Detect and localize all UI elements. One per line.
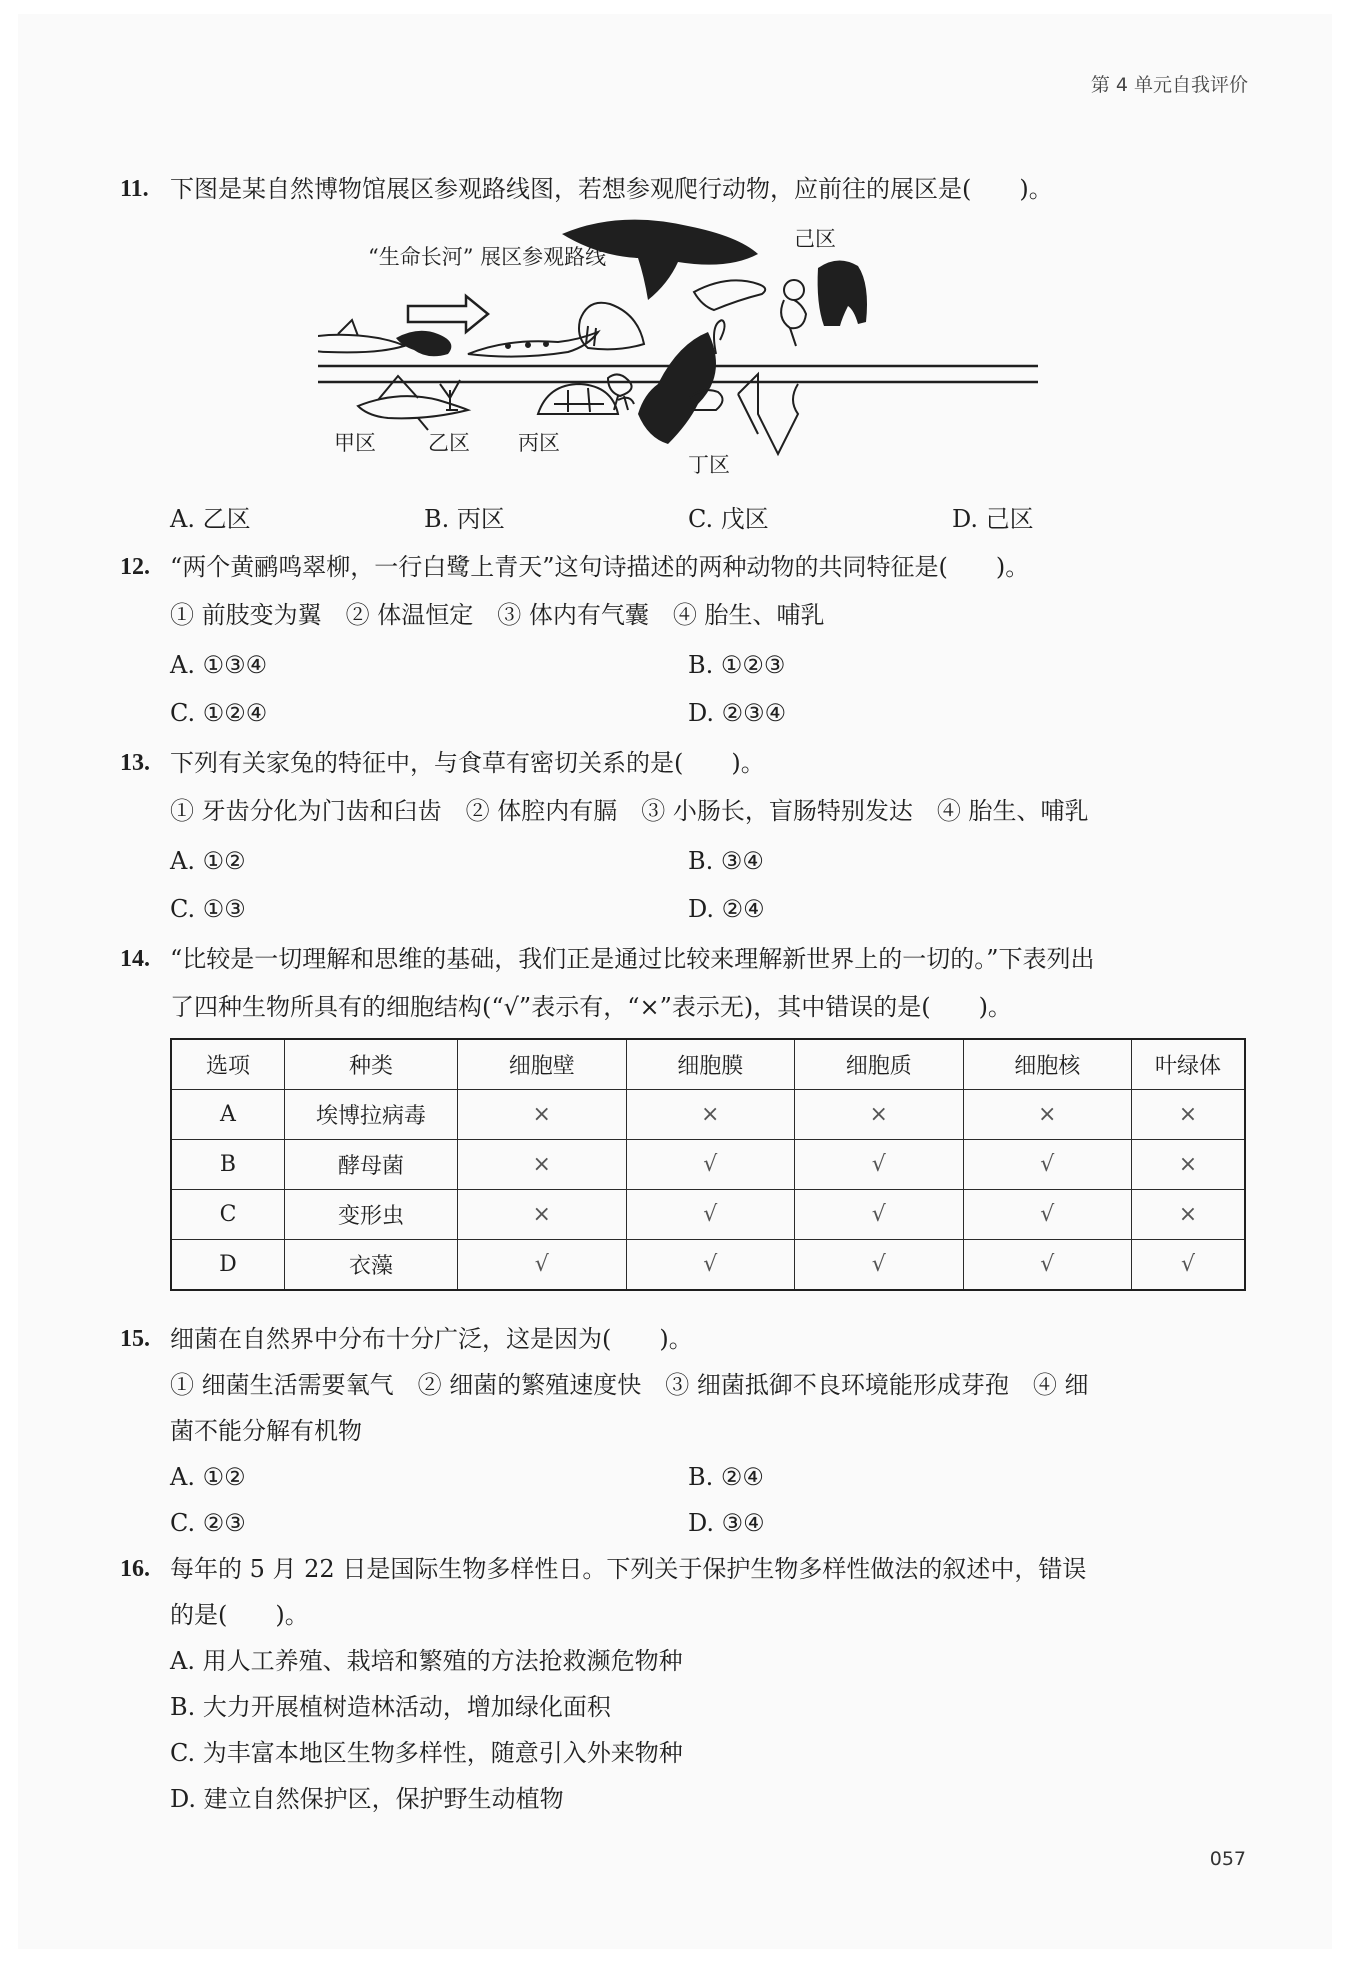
table-cell: × xyxy=(1132,1140,1246,1190)
table-cell: √ xyxy=(795,1190,964,1240)
table-cell: √ xyxy=(963,1140,1132,1190)
heron-icon xyxy=(738,374,798,454)
textbook-page xyxy=(18,14,1332,1949)
table-cell: √ xyxy=(795,1240,964,1291)
table-cell: 埃博拉病毒 xyxy=(285,1090,458,1140)
zone-label-yi: 乙区 xyxy=(428,431,470,455)
lungfish-icon xyxy=(396,331,451,356)
zone-label-bing: 丙区 xyxy=(518,431,560,455)
option-d[interactable]: D. ③④ xyxy=(688,1509,765,1537)
bat-icon xyxy=(638,332,716,444)
question-number: 15. xyxy=(120,1326,150,1352)
option-b[interactable]: B. ③④ xyxy=(688,847,764,875)
question-text-line1: “比较是一切理解和思维的基础，我们正是通过比较来理解新世界上的一切的。”下表列出 xyxy=(170,945,1095,973)
question-text: 下列有关家兔的特征中，与食草有密切关系的是( )。 xyxy=(170,749,765,777)
option-a[interactable]: A. 乙区 xyxy=(170,505,251,533)
table-row xyxy=(171,1240,1245,1291)
option-a[interactable]: A. ①② xyxy=(170,1463,246,1491)
option-b[interactable]: B. 丙区 xyxy=(424,505,505,533)
table-cell: × xyxy=(795,1090,964,1140)
option-c[interactable]: C. ①②④ xyxy=(170,699,268,727)
option-d[interactable]: D. ②④ xyxy=(688,895,765,923)
statements-text: 菌不能分解有机物 xyxy=(170,1417,362,1445)
option-b[interactable]: B. ①②③ xyxy=(688,651,786,679)
option-b[interactable]: B. ②④ xyxy=(688,1463,764,1491)
option-d[interactable]: D. 建立自然保护区，保护野生动植物 xyxy=(170,1785,564,1813)
table-cell: × xyxy=(963,1090,1132,1140)
table-cell: × xyxy=(1132,1190,1246,1240)
table-cell: × xyxy=(458,1190,627,1240)
statements-text: ① 前肢变为翼 ② 体温恒定 ③ 体内有气囊 ④ 胎生、哺乳 xyxy=(170,601,825,629)
header-cell: 叶绿体 xyxy=(1132,1039,1246,1090)
table-cell: √ xyxy=(963,1240,1132,1291)
table-cell: √ xyxy=(1132,1240,1246,1291)
question-text-line2: 了四种生物所具有的细胞结构(“√”表示有，“×”表示无)，其中错误的是( )。 xyxy=(170,993,1012,1021)
question-text: “两个黄鹂鸣翠柳，一行白鹭上青天”这句诗描述的两种动物的共同特征是( )。 xyxy=(170,553,1030,581)
option-d[interactable]: D. 己区 xyxy=(952,505,1034,533)
table-cell: 酵母菌 xyxy=(285,1140,458,1190)
cell-structure-table xyxy=(170,1038,1246,1291)
table-cell: √ xyxy=(795,1140,964,1190)
question-number: 14. xyxy=(120,946,150,972)
table-cell: × xyxy=(1132,1090,1246,1140)
table-cell: × xyxy=(626,1090,795,1140)
header-cell: 细胞壁 xyxy=(458,1039,627,1090)
statements-text: ① 牙齿分化为门齿和臼齿 ② 体腔内有膈 ③ 小肠长，盲肠特别发达 ④ 胎生、哺乳 xyxy=(170,797,1089,825)
table-cell: 变形虫 xyxy=(285,1190,458,1240)
table-cell: 衣藻 xyxy=(285,1240,458,1291)
page-number: 057 xyxy=(1209,1848,1246,1870)
turtle-icon xyxy=(538,384,634,414)
header-cell: 种类 xyxy=(285,1039,458,1090)
question-number: 12. xyxy=(120,554,150,580)
header-cell: 细胞核 xyxy=(963,1039,1132,1090)
option-b[interactable]: B. 大力开展植树造林活动，增加绿化面积 xyxy=(170,1693,611,1721)
table-cell: × xyxy=(458,1140,627,1190)
diagram-title: “生命长河” 展区参观路线 xyxy=(368,245,607,269)
option-a[interactable]: A. ①③④ xyxy=(170,651,268,679)
table-header-row xyxy=(171,1039,1245,1090)
bird-icon xyxy=(608,374,632,410)
header-cell: 细胞膜 xyxy=(626,1039,795,1090)
table-cell: √ xyxy=(626,1190,795,1240)
question-number: 13. xyxy=(120,750,150,776)
question-number: 16. xyxy=(120,1556,150,1582)
museum-route-diagram xyxy=(318,214,1058,492)
zone-label-jia: 甲区 xyxy=(334,431,376,455)
table-row xyxy=(171,1190,1245,1240)
question-text-line1: 每年的 5 月 22 日是国际生物多样性日。下列关于保护生物多样性做法的叙述中，错误 xyxy=(170,1555,1087,1583)
table-cell: D xyxy=(171,1240,285,1291)
zone-label-ji: 己区 xyxy=(794,227,836,251)
option-c[interactable]: C. ②③ xyxy=(170,1509,246,1537)
table-row xyxy=(171,1140,1245,1190)
zone-label-ding: 丁区 xyxy=(688,453,730,477)
header-cell: 选项 xyxy=(171,1039,285,1090)
table-cell: C xyxy=(171,1190,285,1240)
gorilla-icon xyxy=(818,260,867,326)
table-cell: √ xyxy=(626,1140,795,1190)
table-cell: √ xyxy=(458,1240,627,1291)
question-number: 11. xyxy=(120,176,149,202)
statements-text: ① 细菌生活需要氧气 ② 细菌的繁殖速度快 ③ 细菌抵御不良环境能形成芽孢 ④ 细 xyxy=(170,1371,1089,1399)
table-cell: × xyxy=(458,1090,627,1140)
page-header: 第 4 单元自我评价 xyxy=(1090,74,1248,96)
option-c[interactable]: C. 为丰富本地区生物多样性，随意引入外来物种 xyxy=(170,1739,683,1767)
shark-icon xyxy=(318,320,404,354)
option-a[interactable]: A. 用人工养殖、栽培和繁殖的方法抢救濒危物种 xyxy=(170,1647,683,1675)
table-row xyxy=(171,1090,1245,1140)
fish-icon xyxy=(358,376,468,430)
option-c[interactable]: C. ①③ xyxy=(170,895,246,923)
route-arrow-icon xyxy=(408,296,488,332)
table-cell: B xyxy=(171,1140,285,1190)
option-a[interactable]: A. ①② xyxy=(170,847,246,875)
question-text: 下图是某自然博物馆展区参观路线图，若想参观爬行动物，应前往的展区是( )。 xyxy=(170,175,1053,203)
table-cell: A xyxy=(171,1090,285,1140)
table-cell: √ xyxy=(626,1240,795,1291)
table-cell: √ xyxy=(963,1190,1132,1240)
question-text: 细菌在自然界中分布十分广泛，这是因为( )。 xyxy=(170,1325,693,1353)
header-cell: 细胞质 xyxy=(795,1039,964,1090)
option-d[interactable]: D. ②③④ xyxy=(688,699,787,727)
option-c[interactable]: C. 戊区 xyxy=(688,505,769,533)
dolphin-icon xyxy=(694,280,765,310)
question-text-line2: 的是( )。 xyxy=(170,1601,309,1629)
salamander-icon xyxy=(468,332,598,357)
monkey-icon xyxy=(781,280,806,346)
